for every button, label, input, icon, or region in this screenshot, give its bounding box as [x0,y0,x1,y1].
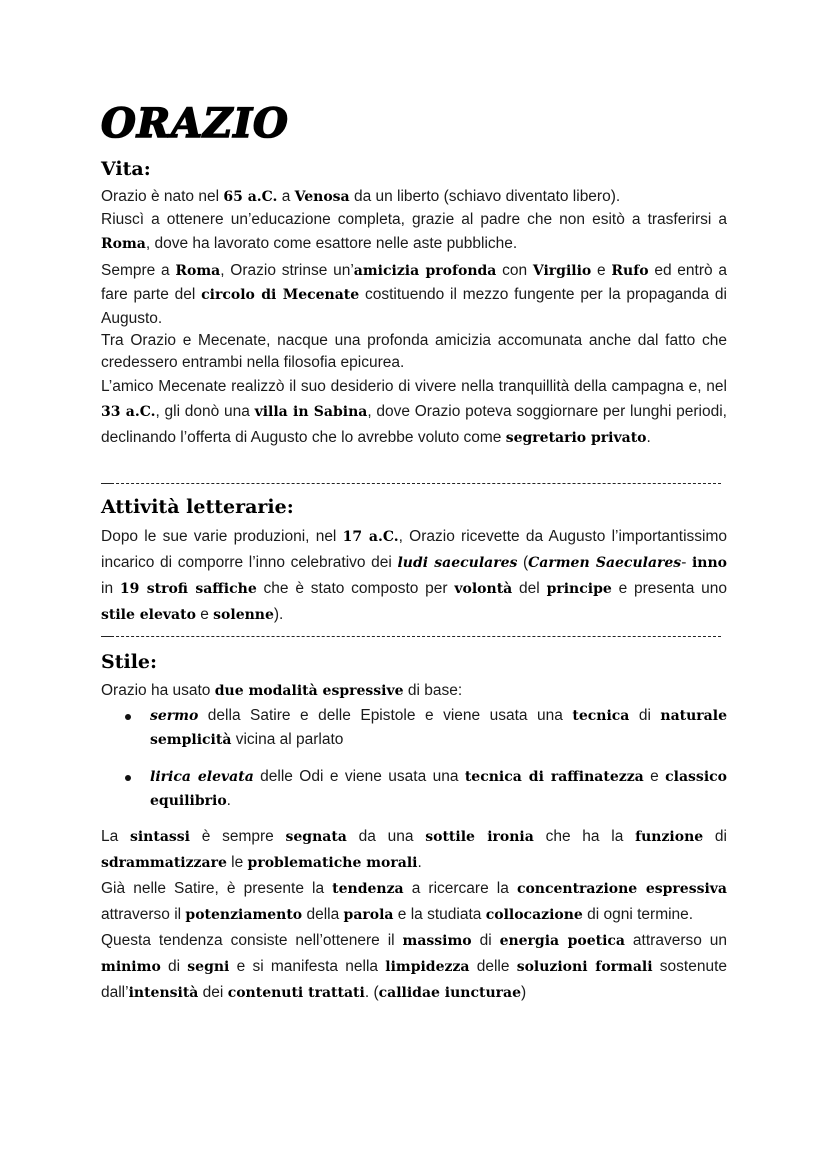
keyword: classico equilibrio [150,769,727,809]
keyword: Virgilio [532,263,592,279]
keyword: principe [546,581,612,597]
heading-vita: Vita: [101,158,151,180]
stile-intro: Orazio ha usato due modalità espressive di base: [101,682,463,699]
keyword: solenne [213,607,274,623]
keyword: segnata [285,829,347,845]
keyword: concentrazione espressiva [516,881,727,897]
keyword: due modalità espressive [214,683,404,699]
keyword: contenuti trattati [227,985,365,1001]
keyword: massimo [402,933,472,949]
vita-paragraph-4: Tra Orazio e Mecenate, nacque una profonda amicizia accomunata anche dal fatto che credessero entrambi nella filosofia epicurea. [101,332,727,371]
keyword: tecnica [572,708,630,724]
vita-paragraph-5: L’amico Mecenate realizzò il suo desiderio di vivere nella tranquillità della campagna e, nel 33 a.C., gli donò una villa in Sabina, dove Orazio poteva soggiornare per lunghi periodi, declinando l’offerta di Augusto che lo avrebbe voluto come segretario privato. [101,378,727,446]
keyword-italic: Carmen Saeculares [528,555,682,571]
keyword: 19 strofi saffiche [119,581,257,597]
list-item: sermo della Satire e delle Epistole e viene usata una tecnica di naturale semplicità vicina al parlato [101,704,727,752]
keyword: callidae iuncturae [378,985,522,1001]
vita-paragraph-2: Riuscì a ottenere un’educazione completa, grazie al padre che non esitò a trasferirsi a Roma, dove ha lavorato come esattore nelle aste pubbliche. [101,211,727,252]
stile-bullet-list [101,704,727,813]
attivita-paragraph: Dopo le sue varie produzioni, nel 17 a.C., Orazio ricevette da Augusto l’importantissimo incarico di comporre l’inno celebrativo dei ludi saeculares (Carmen Saeculares- inno in 19 strofi saffiche che è stato composto per volontà del principe e presenta uno stile elevato e solenne). [101,528,728,623]
keyword: inno [691,555,727,571]
keyword: 33 a.C. [101,404,156,420]
keyword: circolo di Mecenate [201,287,360,303]
keyword: sintassi [129,829,190,845]
keyword: tendenza [332,881,404,897]
keyword: villa in Sabina [254,404,368,420]
stile-paragraph-1: La sintassi è sempre segnata da una sottile ironia che ha la funzione di sdrammatizzare le problematiche morali. [101,828,727,871]
keyword: energia poetica [499,933,626,949]
keyword: segni [187,959,230,975]
heading-stile: Stile: [101,651,158,673]
keyword: problematiche morali [247,855,418,871]
section-divider [101,636,721,637]
keyword: 17 a.C. [342,529,399,545]
keyword: Rufo [611,263,649,279]
keyword: naturale semplicità [150,708,727,748]
bullet-icon [125,714,131,720]
keyword: stile elevato [101,607,196,623]
list-item: lirica elevata delle Odi e viene usata una tecnica di raffinatezza e classico equilibrio. [101,765,727,813]
stile-paragraph-3: Questa tendenza consiste nell’ottenere il massimo di energia poetica attraverso un minimo di segni e si manifesta nella limpidezza delle soluzioni formali sostenute dall’intensità dei contenuti trattati. (callidae iuncturae) [101,932,728,1001]
keyword: limpidezza [385,959,470,975]
heading-attivita-letterarie: Attività letterarie: [101,496,294,518]
keyword: tecnica di raffinatezza [464,769,644,785]
keyword-italic: ludi saeculares [397,555,518,571]
page-title: ORAZIO [101,100,289,147]
keyword: collocazione [485,907,583,923]
keyword: Venosa [294,189,350,205]
keyword: Roma [175,263,221,279]
keyword: intensità [128,985,199,1001]
keyword-italic: sermo [150,708,199,724]
keyword: potenziamento [185,907,303,923]
keyword: sottile ironia [425,829,534,845]
keyword: 65 a.C. [223,189,278,205]
keyword: Roma [101,236,146,252]
keyword: funzione [635,829,704,845]
stile-paragraph-2: Già nelle Satire, è presente la tendenza a ricercare la concentrazione espressiva attraverso il potenziamento della parola e la studiata collocazione di ogni termine. [101,880,727,923]
keyword: segretario privato [505,430,647,446]
keyword: soluzioni formali [516,959,653,975]
vita-paragraph-3: Sempre a Roma, Orazio strinse un’amicizia profonda con Virgilio e Rufo ed entrò a fare parte del circolo di Mecenate costituendo il mezzo fungente per la propaganda di Augusto. [101,262,727,327]
vita-paragraph-1: Orazio è nato nel 65 a.C. a Venosa da un liberto (schiavo diventato libero). [101,188,621,205]
keyword: volontà [454,581,513,597]
keyword: amicizia profonda [353,263,497,279]
bullet-icon [125,775,131,781]
section-divider [101,483,721,484]
keyword: parola [343,907,394,923]
keyword-italic: lirica elevata [150,769,254,785]
keyword: minimo [101,959,161,975]
keyword: sdrammatizzare [101,855,227,871]
